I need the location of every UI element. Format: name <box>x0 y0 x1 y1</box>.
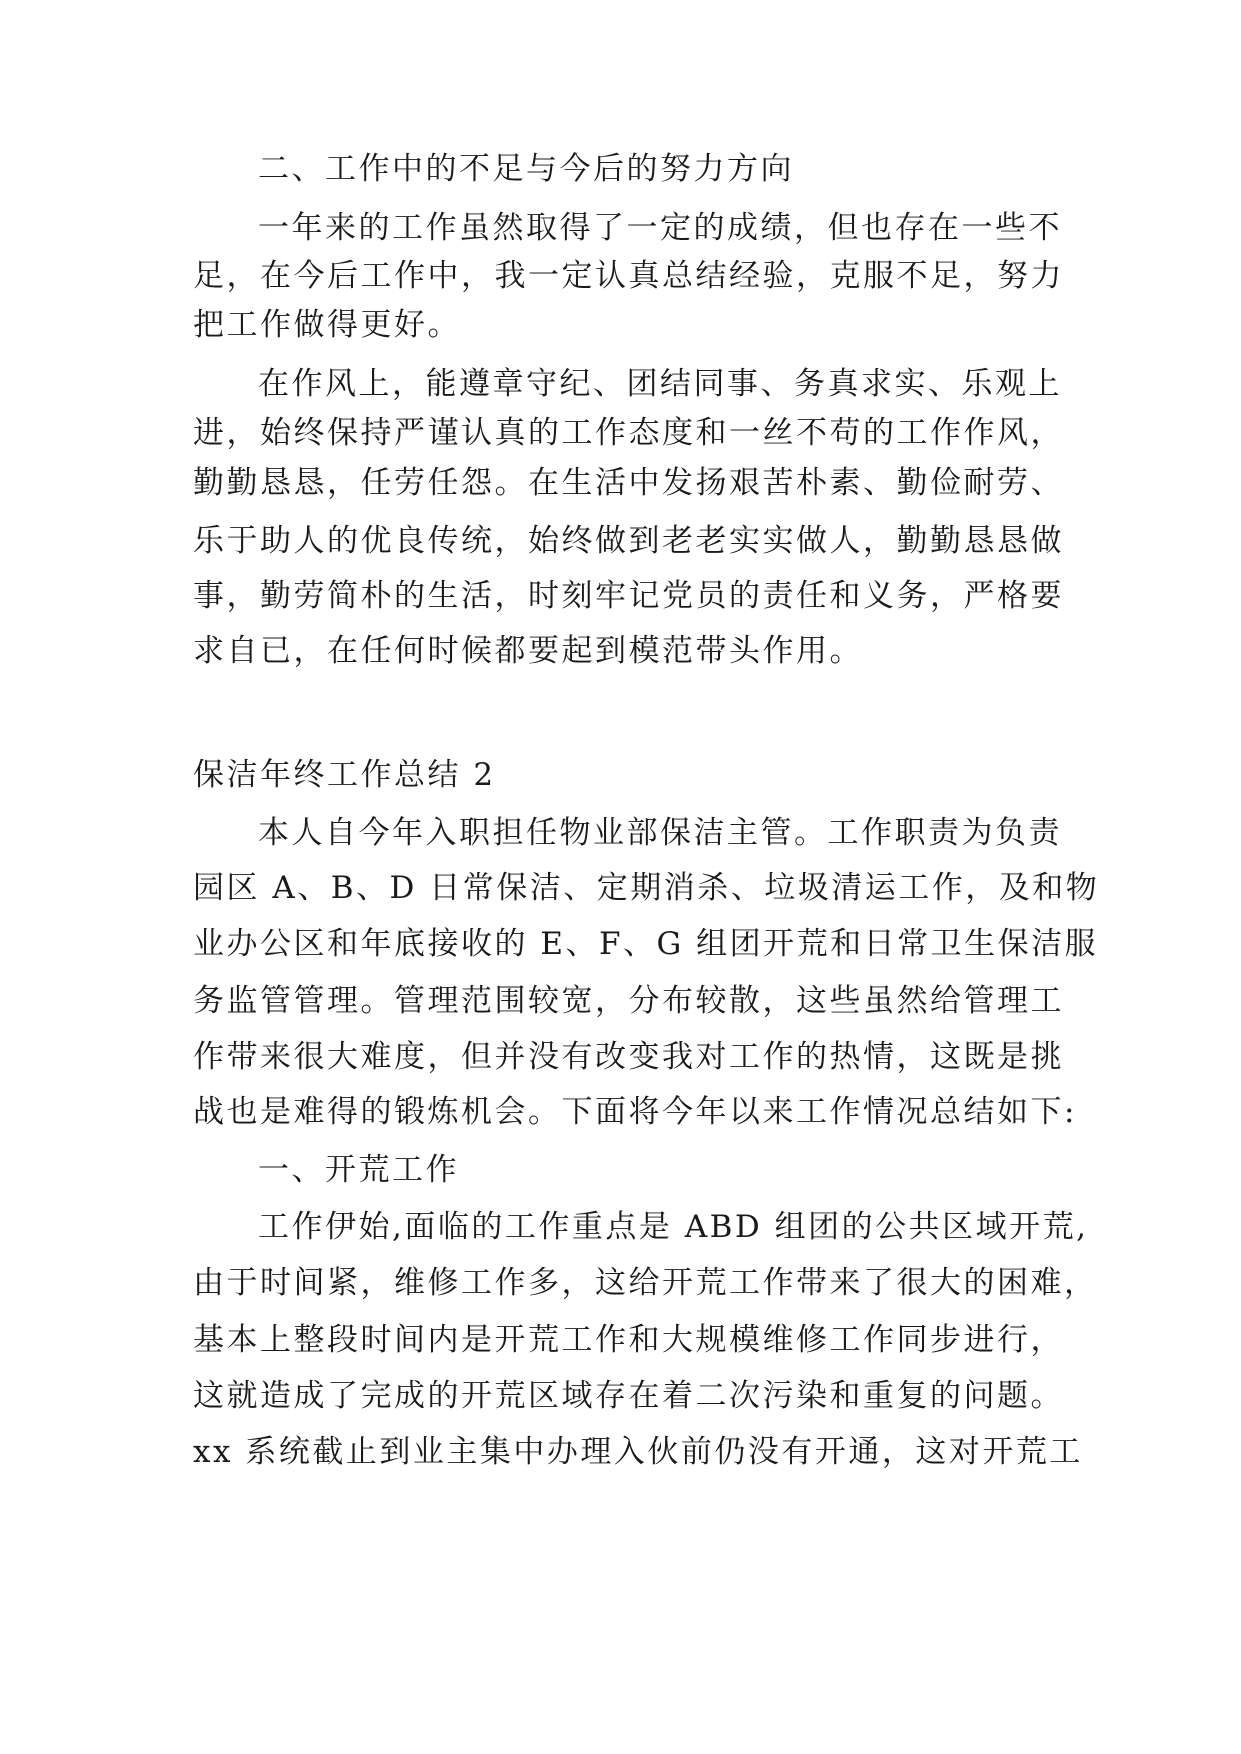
paragraph-line: 作带来很大难度，但并没有改变我对工作的热情，这既是挑 <box>193 1039 1064 1075</box>
paragraph-line: 基本上整段时间内是开荒工作和大规模维修工作同步进行， <box>193 1322 1064 1358</box>
section-heading-shortcomings: 二、工作中的不足与今后的努力方向 <box>258 151 794 187</box>
paragraph-line: 由于时间紧，维修工作多，这给开荒工作带来了很大的困难， <box>193 1265 1098 1301</box>
paragraph-line: 一年来的工作虽然取得了一定的成绩，但也存在一些不 <box>258 210 1062 246</box>
paragraph-line: 事，勤劳简朴的生活，时刻牢记党员的责任和义务，严格要 <box>193 578 1064 614</box>
subheading-land-reclamation: 一、开荒工作 <box>258 1152 459 1188</box>
paragraph-line: 在作风上，能遵章守纪、团结同事、务真求实、乐观上 <box>258 366 1062 402</box>
paragraph-line: 务监管管理。管理范围较宽，分布较散，这些虽然给管理工 <box>193 983 1064 1019</box>
paragraph-line: 进，始终保持严谨认真的工作态度和一丝不苟的工作作风， <box>193 415 1064 451</box>
paragraph-line: 把工作做得更好。 <box>193 307 461 343</box>
paragraph-line: 求自已，在任何时候都要起到模范带头作用。 <box>193 633 863 669</box>
paragraph-line: 勤勤恳恳，任劳任怨。在生活中发扬艰苦朴素、勤俭耐劳、 <box>193 465 1064 501</box>
paragraph-line: 这就造成了完成的开荒区域存在着二次污染和重复的问题。 <box>193 1378 1064 1414</box>
paragraph-line: 业办公区和年底接收的 E、F、G 组团开荒和日常卫生保洁服 <box>193 926 1099 962</box>
paragraph-line: 战也是难得的锻炼机会。下面将今年以来工作情况总结如下: <box>193 1094 1077 1130</box>
section-title: 保洁年终工作总结 2 <box>193 757 496 793</box>
paragraph-line: 园区 A、B、D 日常保洁、定期消杀、垃圾清运工作，及和物 <box>193 870 1100 906</box>
paragraph-line: 本人自今年入职担任物业部保洁主管。工作职责为负责 <box>258 815 1062 851</box>
paragraph-line: 工作伊始,面临的工作重点是 ABD 组团的公共区域开荒, <box>258 1209 1089 1245</box>
paragraph-line: 乐于助人的优良传统，始终做到老老实实做人，勤勤恳恳做 <box>193 523 1064 559</box>
paragraph-line: 足，在今后工作中，我一定认真总结经验，克服不足，努力 <box>193 258 1064 294</box>
paragraph-line: xx 系统截止到业主集中办理入伙前仍没有开通，这对开荒工 <box>193 1434 1083 1470</box>
